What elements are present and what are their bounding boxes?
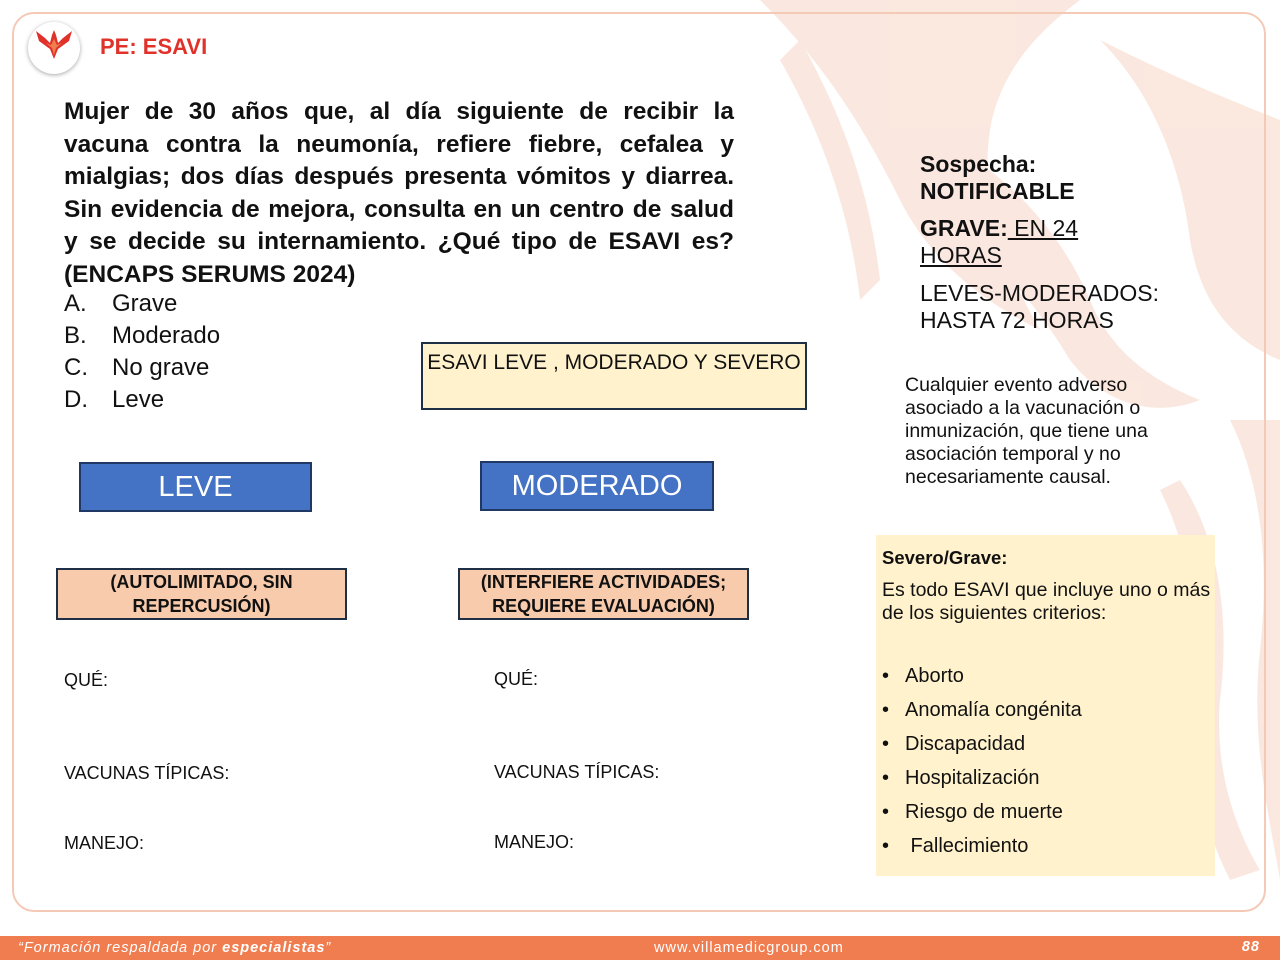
leve-box: LEVE	[79, 462, 312, 512]
leves-line-2: HASTA 72 HORAS	[920, 307, 1114, 333]
criterion-text: Hospitalización	[905, 767, 1040, 789]
criterion-text: Fallecimiento	[905, 835, 1029, 857]
criterion-text: Discapacidad	[905, 733, 1026, 755]
sospecha-line-1: Sospecha:	[920, 151, 1037, 177]
moderado-vacunas-label: VACUNAS TÍPICAS:	[494, 762, 660, 782]
list-item	[882, 761, 1215, 795]
leves-moderados-notification	[920, 280, 1159, 334]
leve-que-label: QUÉ:	[64, 670, 109, 690]
option-letter: A.	[64, 290, 87, 317]
severo-title: Severo/Grave:	[882, 547, 1008, 568]
option-c	[64, 352, 220, 384]
list-item	[882, 795, 1215, 829]
leve-manejo-label: MANEJO:	[64, 833, 145, 853]
page-number: 88	[1241, 939, 1260, 955]
sospecha-notificable	[920, 151, 1075, 205]
leve-description-box: (AUTOLIMITADO, SIN REPERCUSIÓN)	[56, 568, 347, 620]
severo-criteria-list	[882, 659, 1215, 863]
option-text: Grave	[112, 290, 178, 317]
severo-grave-box	[876, 535, 1215, 876]
criterion-text: Anomalía congénita	[905, 699, 1082, 721]
list-item	[882, 829, 1215, 863]
leves-line-1: LEVES-MODERADOS:	[920, 280, 1159, 306]
sospecha-line-2: NOTIFICABLE	[920, 178, 1075, 204]
grave-colon: :	[1000, 215, 1008, 241]
moderado-manejo-label: MANEJO:	[494, 832, 575, 852]
footer-website-link[interactable]: www.villamedicgroup.com	[654, 940, 844, 956]
bullet-icon: •	[882, 665, 890, 687]
grave-notification	[920, 215, 1078, 269]
grave-time-2: HORAS	[920, 242, 1002, 268]
tagline-suffix: ”	[325, 940, 332, 956]
option-letter: C.	[64, 354, 88, 381]
footer-tagline	[18, 940, 331, 956]
option-text: Leve	[112, 386, 165, 413]
bullet-icon: •	[882, 733, 890, 755]
option-text: Moderado	[112, 322, 221, 349]
option-d	[64, 384, 220, 416]
severo-description: Es todo ESAVI que incluye uno o más de los siguientes criterios:	[882, 579, 1211, 624]
criterion-text: Riesgo de muerte	[905, 801, 1063, 823]
esavi-definition: Cualquier evento adverso asociado a la vacunación o inmunización, que tiene una asociación temporal y no necesariamente causal.	[905, 374, 1148, 488]
moderado-box: MODERADO	[480, 461, 714, 511]
leve-vacunas-label: VACUNAS TÍPICAS:	[64, 763, 230, 783]
moderado-que-label: QUÉ:	[494, 669, 539, 689]
list-item	[882, 727, 1215, 761]
phoenix-logo-icon	[35, 29, 73, 67]
moderado-description-box: (INTERFIERE ACTIVIDADES; REQUIERE EVALUACIÓN)	[458, 568, 749, 620]
grave-label: GRAVE	[920, 215, 1001, 241]
bullet-icon: •	[882, 835, 890, 857]
tagline-bold: especialistas	[222, 940, 326, 956]
list-item	[882, 659, 1215, 693]
option-b	[64, 320, 220, 352]
criterion-text: Aborto	[905, 665, 964, 687]
question-text: Mujer de 30 años que, al día siguiente de recibir la vacuna contra la neumonía, refiere fiebre, cefalea y mialgias; dos días después presenta vómitos y diarrea. Sin evidencia de mejora, consulta en un centro de salud y se decide su internamiento. ¿Qué tipo de ESAVI es? (ENCAPS SERUMS 2024)	[64, 98, 734, 288]
option-text: No grave	[112, 354, 210, 381]
bullet-icon: •	[882, 699, 890, 721]
bullet-icon: •	[882, 801, 890, 823]
footer-bar	[0, 936, 1280, 960]
esavi-types-box: ESAVI LEVE , MODERADO Y SEVERO	[421, 342, 807, 410]
logo	[28, 22, 80, 74]
option-letter: B.	[64, 322, 87, 349]
tagline-prefix: “Formación respaldada por	[18, 940, 223, 956]
grave-time-1: EN 24	[1007, 215, 1079, 241]
list-item	[882, 693, 1215, 727]
option-a	[64, 288, 220, 320]
answer-options	[64, 288, 220, 416]
bullet-icon: •	[882, 767, 890, 789]
option-letter: D.	[64, 386, 88, 413]
page-title: PE: ESAVI	[100, 34, 208, 59]
